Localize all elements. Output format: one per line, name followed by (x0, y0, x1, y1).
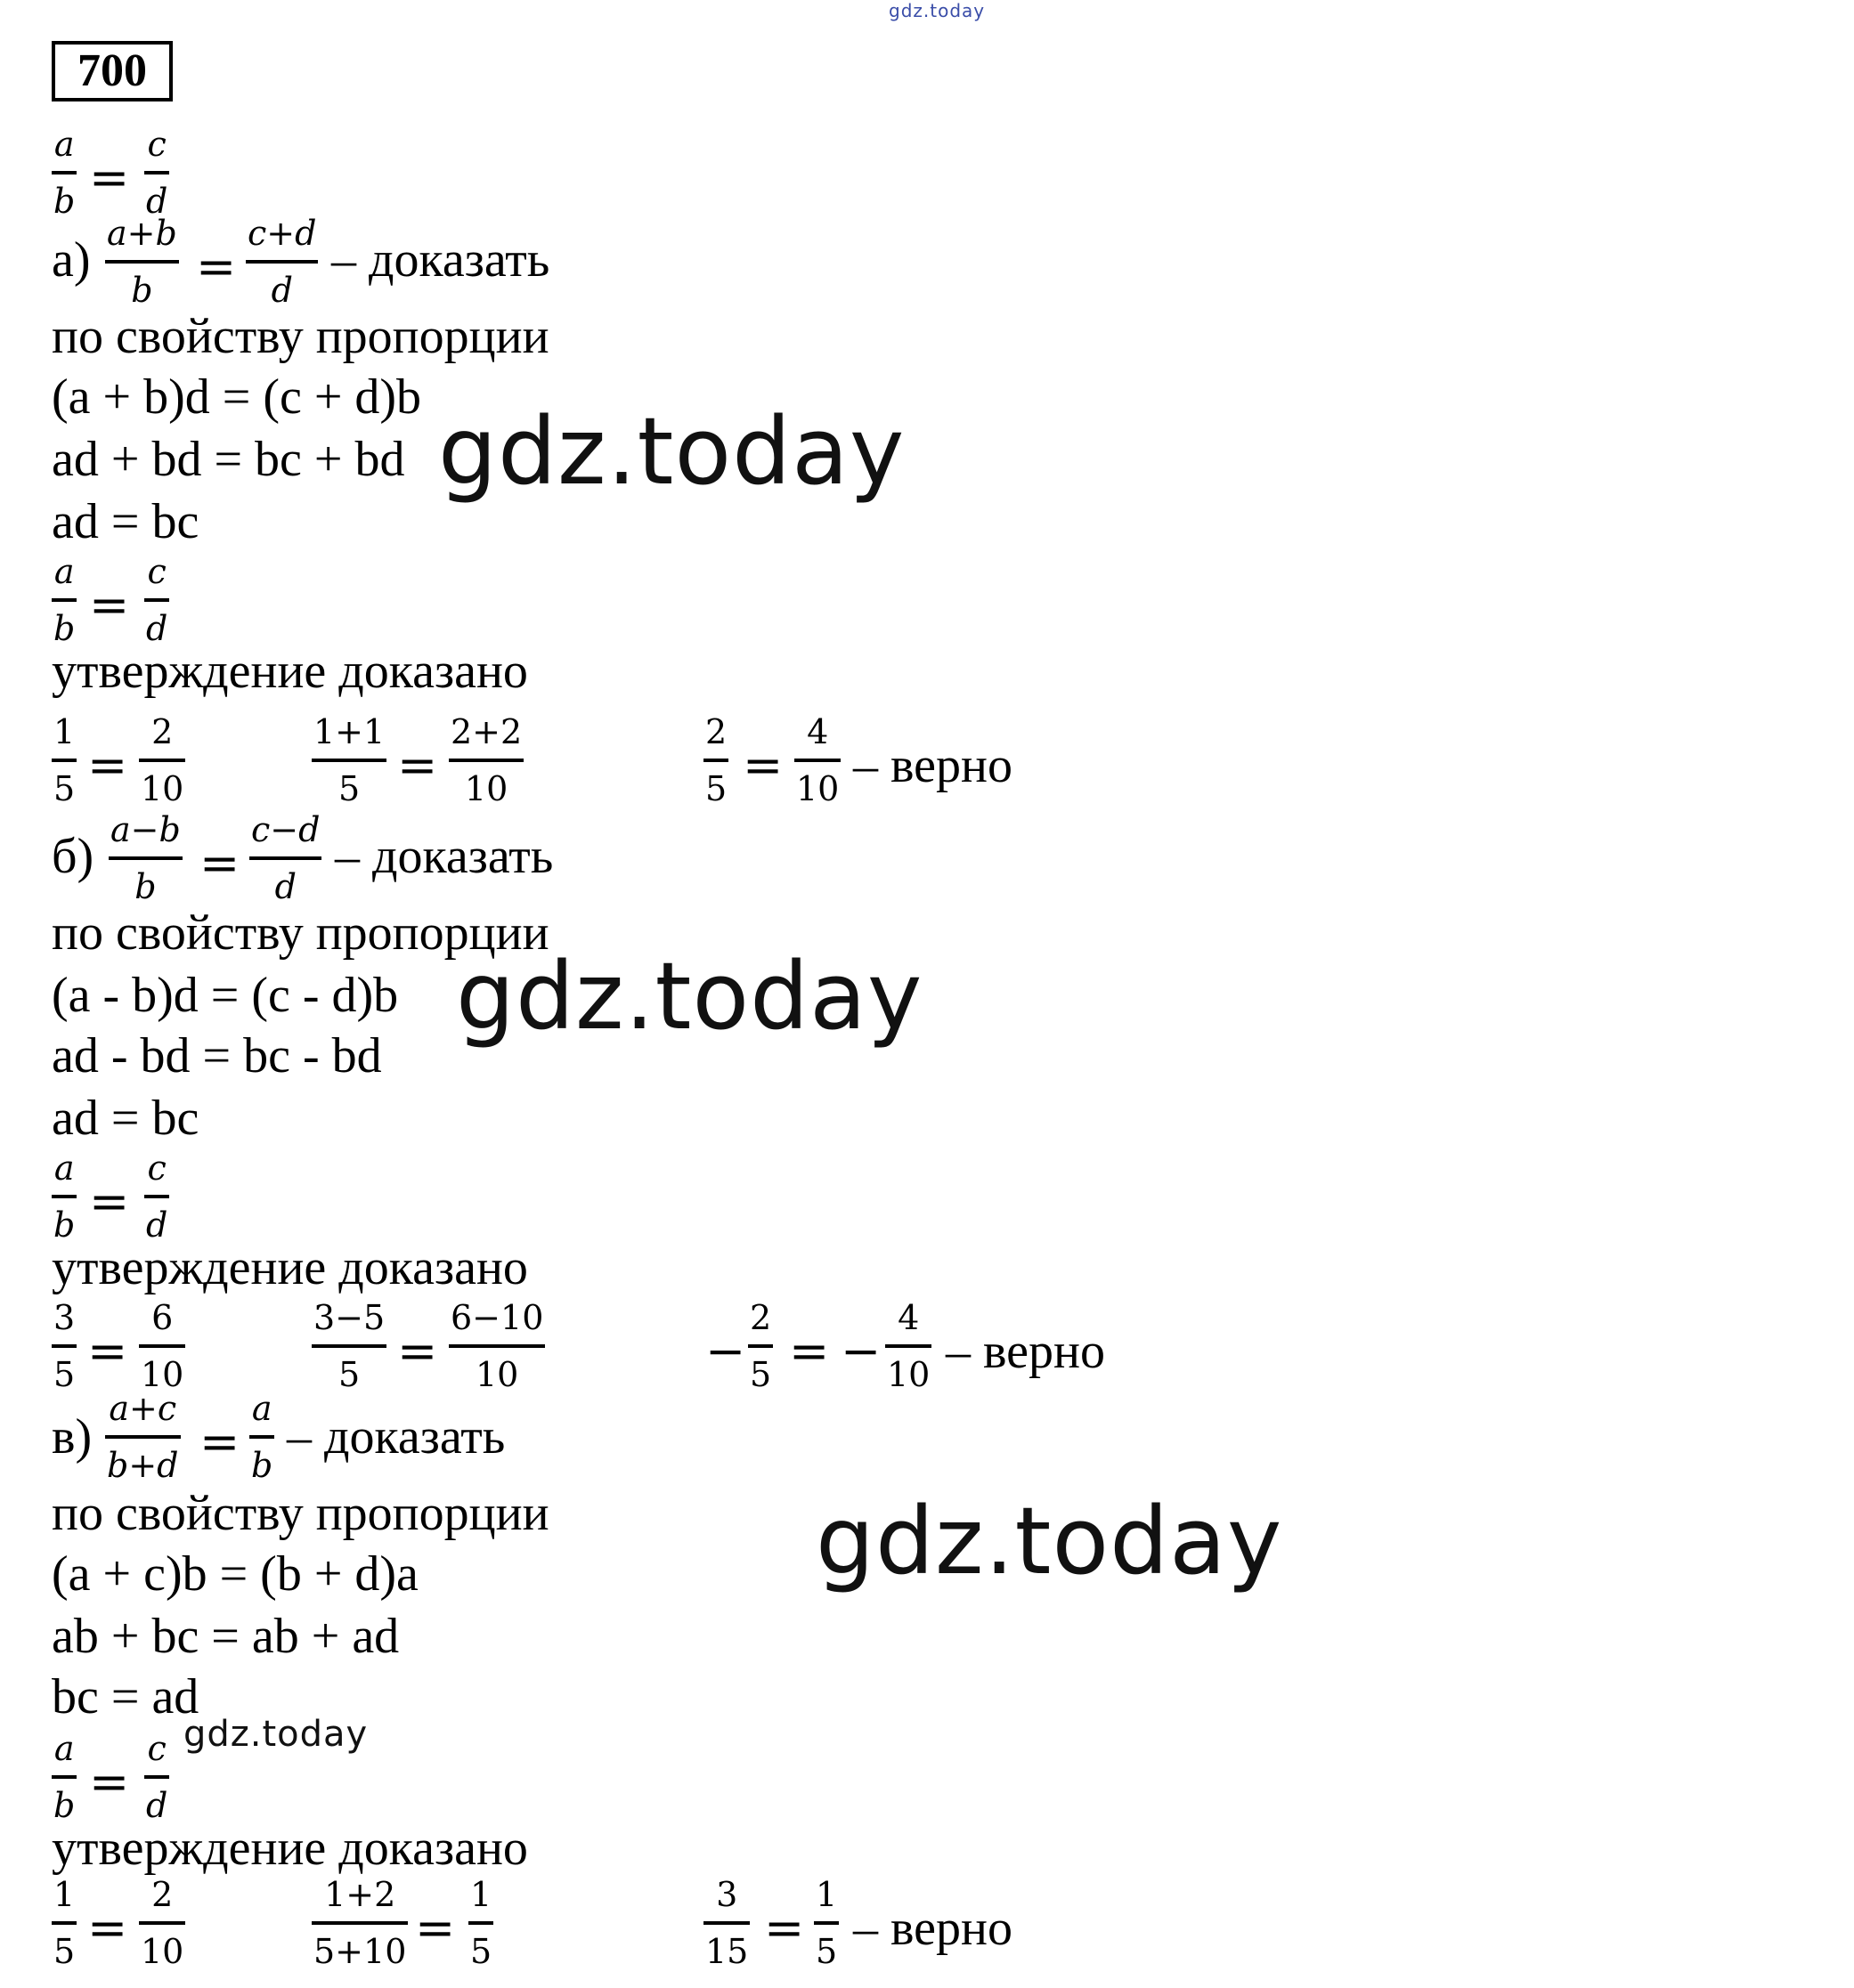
given-left-fraction: a b (53, 125, 76, 221)
equals-sign: = (397, 737, 438, 793)
part-v-result-right: c d (146, 1729, 168, 1825)
equals-sign: = (743, 737, 784, 793)
part-b-ex1-left: 3 5 (53, 1298, 76, 1394)
part-b-label: б) (52, 829, 94, 884)
part-a-verdict: – верно (853, 738, 1012, 793)
part-b-claim-left: a−b b (110, 810, 181, 906)
part-b-line-3: ad = bc (52, 1091, 199, 1146)
part-b-line-2: ad - bd = bc - bd (52, 1028, 382, 1083)
part-a-conclusion: утверждение доказано (52, 644, 528, 699)
problem-number: 700 (52, 41, 173, 101)
equals-sign: = (789, 1323, 830, 1379)
part-b-line-1: (a - b)d = (c - d)b (52, 968, 399, 1023)
equals-sign: = (89, 577, 130, 633)
part-a-line-3: ad = bc (52, 494, 199, 549)
part-b-claim-right: c−d d (251, 810, 321, 906)
part-v-line-2: ab + bc = ab + ad (52, 1609, 400, 1664)
minus-sign: − (705, 1323, 746, 1379)
watermark-top: gdz.today (889, 0, 986, 21)
part-a-property: по свойству пропорции (52, 309, 549, 364)
part-b-result-left: a b (53, 1148, 76, 1245)
part-v-ex1-right: 2 10 (141, 1875, 184, 1971)
part-a-ex2-left: 1+1 5 (313, 712, 386, 808)
part-v-verdict: – верно (853, 1901, 1012, 1956)
equals-sign: = (199, 835, 240, 891)
part-a-ex1-left: 1 5 (53, 712, 76, 808)
equals-sign: = (87, 1323, 128, 1379)
watermark: gdz.today (456, 942, 923, 1051)
watermark: gdz.today (438, 397, 906, 506)
part-b-result-right: c d (146, 1148, 168, 1245)
part-a-ex3-left: 2 5 (705, 712, 728, 808)
watermark: gdz.today (816, 1487, 1283, 1595)
part-b-conclusion: утверждение доказано (52, 1240, 528, 1295)
equals-sign: = (89, 150, 130, 206)
part-v-line-3: bc = ad (52, 1669, 199, 1724)
given-right-fraction: c d (146, 125, 168, 221)
part-a-claim-right: c+d d (248, 214, 317, 310)
part-a-result-left: a b (53, 552, 76, 648)
part-a-ex2-right: 2+2 10 (451, 712, 523, 808)
equals-sign: = (89, 1173, 130, 1229)
part-v-conclusion: утверждение доказано (52, 1821, 528, 1876)
equals-sign: = (397, 1323, 438, 1379)
equals-sign: = (196, 239, 237, 295)
watermark: gdz.today (183, 1714, 369, 1755)
minus-sign: − (841, 1323, 882, 1379)
part-v-label: в) (52, 1409, 93, 1465)
part-v-ex2-left: 1+2 5+10 (313, 1875, 407, 1971)
part-a-claim-suffix: – доказать (331, 232, 550, 288)
equals-sign: = (764, 1900, 805, 1956)
part-v-ex1-left: 1 5 (53, 1875, 76, 1971)
part-v-ex3-left: 3 15 (705, 1875, 749, 1971)
part-b-ex3-right: 4 10 (887, 1298, 931, 1394)
equals-sign: = (89, 1754, 130, 1810)
part-b-ex3-left: 2 5 (750, 1298, 772, 1394)
equals-sign: = (87, 737, 128, 793)
part-v-line-1: (a + c)b = (b + d)a (52, 1546, 419, 1602)
part-a-ex1-right: 2 10 (141, 712, 184, 808)
part-a-line-2: ad + bd = bc + bd (52, 432, 405, 487)
part-v-claim-left: a+c b+d (107, 1389, 179, 1485)
part-b-ex1-right: 6 10 (141, 1298, 184, 1394)
part-a-result-right: c d (146, 552, 168, 648)
part-b-ex2-right: 6−10 10 (451, 1298, 544, 1394)
part-a-claim-left: a+b b (107, 214, 177, 310)
part-b-property: по свойству пропорции (52, 905, 549, 961)
part-v-result-left: a b (53, 1729, 76, 1825)
part-a-label: а) (52, 232, 91, 288)
equals-sign: = (87, 1900, 128, 1956)
equals-sign: = (415, 1900, 456, 1956)
part-b-claim-suffix: – доказать (335, 829, 554, 884)
part-a-ex3-right: 4 10 (796, 712, 840, 808)
part-v-ex3-right: 1 5 (816, 1875, 838, 1971)
part-v-claim-right: a b (251, 1389, 273, 1485)
part-v-property: по свойству пропорции (52, 1486, 549, 1541)
part-b-ex2-left: 3−5 5 (313, 1298, 386, 1394)
part-b-verdict: – верно (946, 1324, 1105, 1379)
part-v-ex2-right: 1 5 (470, 1875, 492, 1971)
part-v-claim-suffix: – доказать (287, 1409, 506, 1465)
part-a-line-1: (a + b)d = (c + d)b (52, 369, 422, 425)
equals-sign: = (199, 1414, 240, 1470)
